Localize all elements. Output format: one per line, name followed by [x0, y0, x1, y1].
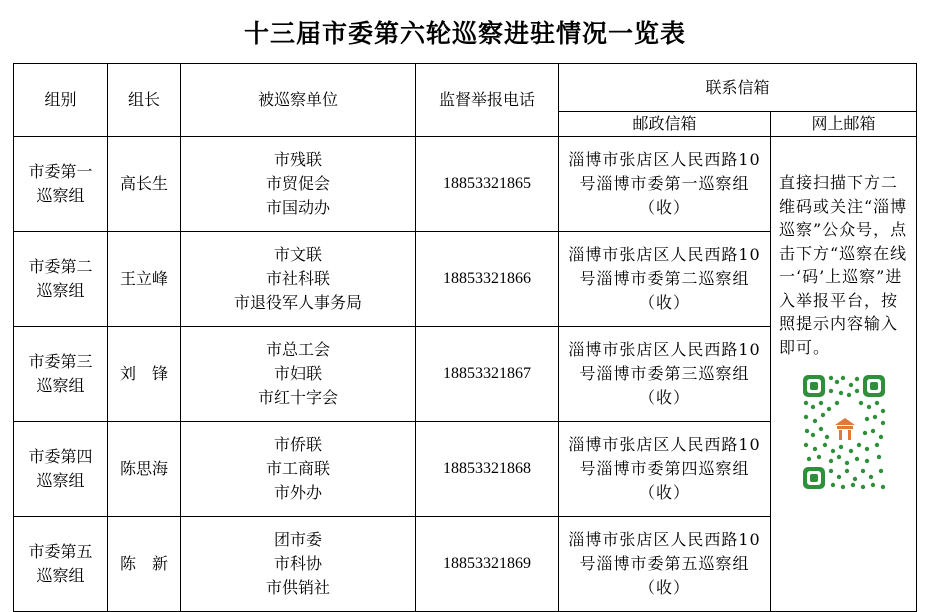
header-unit: 被巡察单位: [181, 64, 416, 137]
unit-cell: 市文联 市社科联 市退役军人事务局: [181, 232, 416, 327]
header-postal: 邮政信箱: [559, 112, 771, 137]
online-mailbox-cell: [771, 137, 917, 612]
header-leader: 组长: [108, 64, 181, 137]
phone-cell[interactable]: 18853321866: [416, 232, 559, 327]
phone-cell[interactable]: 18853321869: [416, 517, 559, 612]
group-cell: 市委第二巡察组: [14, 232, 108, 327]
qr-code-icon[interactable]: [801, 373, 887, 491]
postal-cell: 淄博市张店区人民西路10号淄博市委第二巡察组（收）: [559, 232, 771, 327]
unit-cell: 市总工会 市妇联 市红十字会: [181, 327, 416, 422]
postal-cell: 淄博市张店区人民西路10号淄博市委第四巡察组（收）: [559, 422, 771, 517]
phone-cell[interactable]: 18853321865: [416, 137, 559, 232]
group-cell: 市委第四巡察组: [14, 422, 108, 517]
group-cell: 市委第五巡察组: [14, 517, 108, 612]
leader-cell: 陈 新: [108, 517, 181, 612]
phone-cell[interactable]: 18853321868: [416, 422, 559, 517]
leader-cell: 高长生: [108, 137, 181, 232]
qr-code-graphic: [801, 373, 887, 491]
postal-cell: 淄博市张店区人民西路10号淄博市委第一巡察组（收）: [559, 137, 771, 232]
postal-cell: 淄博市张店区人民西路10号淄博市委第五巡察组（收）: [559, 517, 771, 612]
table-row: [14, 137, 917, 232]
unit-cell: 团市委 市科协 市供销社: [181, 517, 416, 612]
header-online: 网上邮箱: [771, 112, 917, 137]
unit-cell: 市侨联 市工商联 市外办: [181, 422, 416, 517]
group-cell: 市委第一巡察组: [14, 137, 108, 232]
postal-cell: 淄博市张店区人民西路10号淄博市委第三巡察组（收）: [559, 327, 771, 422]
header-group: 组别: [14, 64, 108, 137]
leader-cell: 王立峰: [108, 232, 181, 327]
header-phone: 监督举报电话: [416, 64, 559, 137]
group-cell: 市委第三巡察组: [14, 327, 108, 422]
header-contact: 联系信箱: [559, 64, 917, 112]
phone-cell[interactable]: 18853321867: [416, 327, 559, 422]
inspection-table: [13, 63, 917, 612]
unit-cell: 市残联 市贸促会 市国动办: [181, 137, 416, 232]
leader-cell: 刘 锋: [108, 327, 181, 422]
leader-cell: 陈思海: [108, 422, 181, 517]
page-title: 十三届市委第六轮巡察进驻情况一览表: [243, 19, 686, 48]
online-instructions: 直接扫描下方二维码或关注“淄博巡察”公众号，点击下方“巡察在线一‘码’上巡察”进入举报平台，按照提示内容输入即可。: [779, 173, 908, 357]
